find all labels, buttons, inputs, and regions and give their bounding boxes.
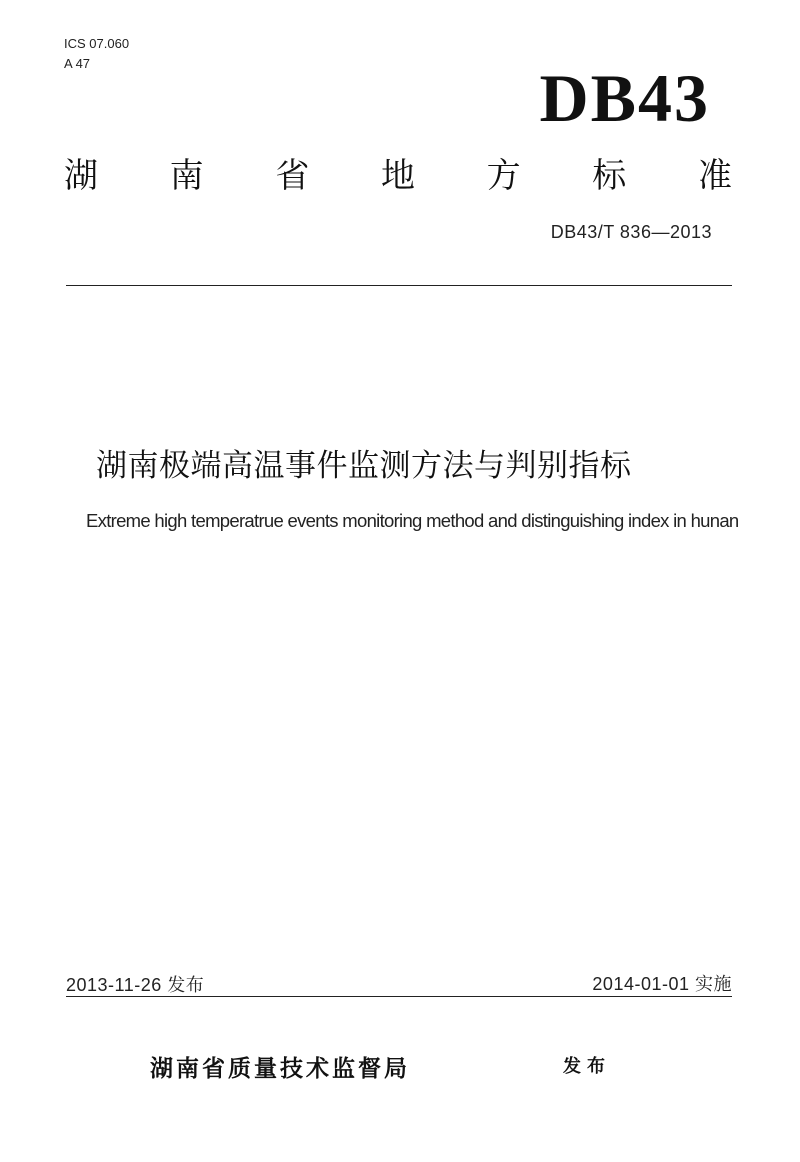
publish-label: 发布 [563,1056,611,1077]
category-code: A 47 [64,56,91,71]
standard-type-char: 省 [275,156,310,196]
document-title-english: Extreme high temperatrue events monitoring method and distinguishing index in hunan [86,510,739,531]
standard-number: DB43/T 836—2013 [550,222,712,242]
footer-divider [66,996,732,997]
document-title-chinese: 湖南极端高温事件监测方法与判别指标 [96,448,632,484]
standard-type-char: 南 [169,156,204,196]
standard-type-char: 准 [697,156,732,196]
publisher-name: 湖南省质量技术监督局 [150,1056,410,1082]
standard-type-char: 地 [380,156,415,196]
issue-date: 2013-11-26 发布 [66,975,205,995]
standard-type-heading [64,148,732,197]
standard-type-char: 方 [486,156,521,196]
standard-type-char: 湖 [64,156,98,196]
ics-code: ICS 07.060 [64,36,130,51]
standard-type-char: 标 [592,156,627,196]
implementation-date: 2014-01-01 实施 [592,974,732,994]
header-divider [66,285,732,286]
db-logo: DB43 [539,60,710,136]
